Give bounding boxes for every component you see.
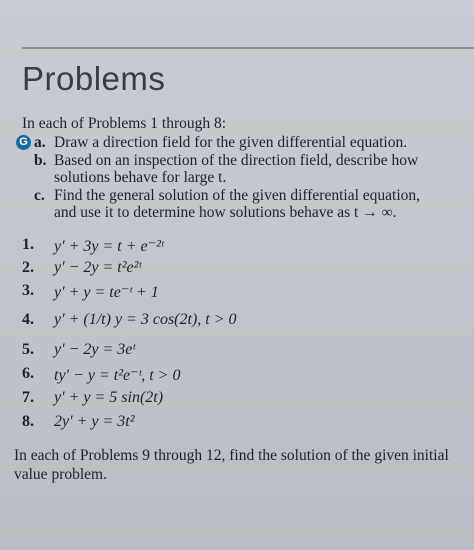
instruction-letter: a. bbox=[34, 134, 46, 151]
problem-item bbox=[22, 413, 462, 435]
instruction-text: Based on an inspection of the direction field, describe how bbox=[54, 151, 419, 169]
problem-list bbox=[22, 236, 462, 435]
instruction-text: Draw a direction field for the given differential equation. bbox=[54, 134, 408, 151]
instruction-list bbox=[19, 134, 474, 222]
problem-item bbox=[22, 311, 462, 341]
problems-intro: In each of Problems 1 through 8: bbox=[22, 115, 227, 132]
problem-number: 3. bbox=[22, 282, 34, 299]
problem-number: 6. bbox=[22, 365, 34, 382]
problem-equation: 2y′ + y = 3t² bbox=[54, 413, 135, 430]
problem-equation: y′ + y = te⁻ᵗ + 1 bbox=[54, 284, 159, 301]
problem-item bbox=[22, 282, 462, 311]
problem-number: 4. bbox=[22, 311, 34, 328]
instruction-b bbox=[34, 152, 474, 187]
problem-item bbox=[22, 389, 462, 413]
instruction-c bbox=[34, 187, 474, 222]
followup-instruction: In each of Problems 9 through 12, find the solution of the given initial value problem. bbox=[14, 447, 449, 483]
problem-number: 1. bbox=[22, 236, 34, 253]
instruction-text-cont: solutions behave for large t. bbox=[54, 169, 227, 186]
problem-equation: y′ + y = 5 sin(2t) bbox=[54, 389, 164, 406]
problem-number: 7. bbox=[22, 389, 34, 406]
problem-item bbox=[22, 341, 462, 365]
problem-equation: y′ − 2y = t²e²ᵗ bbox=[54, 259, 142, 276]
page-title: Problems bbox=[22, 60, 166, 97]
problem-equation: y′ − 2y = 3eᵗ bbox=[54, 341, 136, 358]
instruction-text: Find the general solution of the given differential equation, bbox=[54, 186, 421, 204]
instruction-letter: b. bbox=[34, 151, 47, 169]
problem-number: 2. bbox=[22, 259, 34, 276]
instruction-text-cont: and use it to determine how solutions behave as t → ∞. bbox=[54, 204, 397, 221]
problem-item bbox=[22, 259, 462, 282]
problem-item bbox=[22, 365, 462, 389]
problem-item bbox=[22, 236, 462, 259]
instruction-letter: c. bbox=[34, 186, 45, 204]
problem-equation: ty′ − y = t²e⁻ᵗ, t > 0 bbox=[54, 367, 181, 384]
problem-number: 8. bbox=[22, 413, 34, 430]
problem-equation: y′ + (1/t) y = 3 cos(2t), t > 0 bbox=[54, 311, 237, 328]
problem-equation: y′ + 3y = t + e⁻²ᵗ bbox=[54, 238, 164, 255]
instruction-a bbox=[19, 134, 474, 152]
header-rule bbox=[22, 47, 474, 49]
problem-number: 5. bbox=[22, 341, 34, 358]
g-badge-icon: G bbox=[16, 135, 31, 150]
